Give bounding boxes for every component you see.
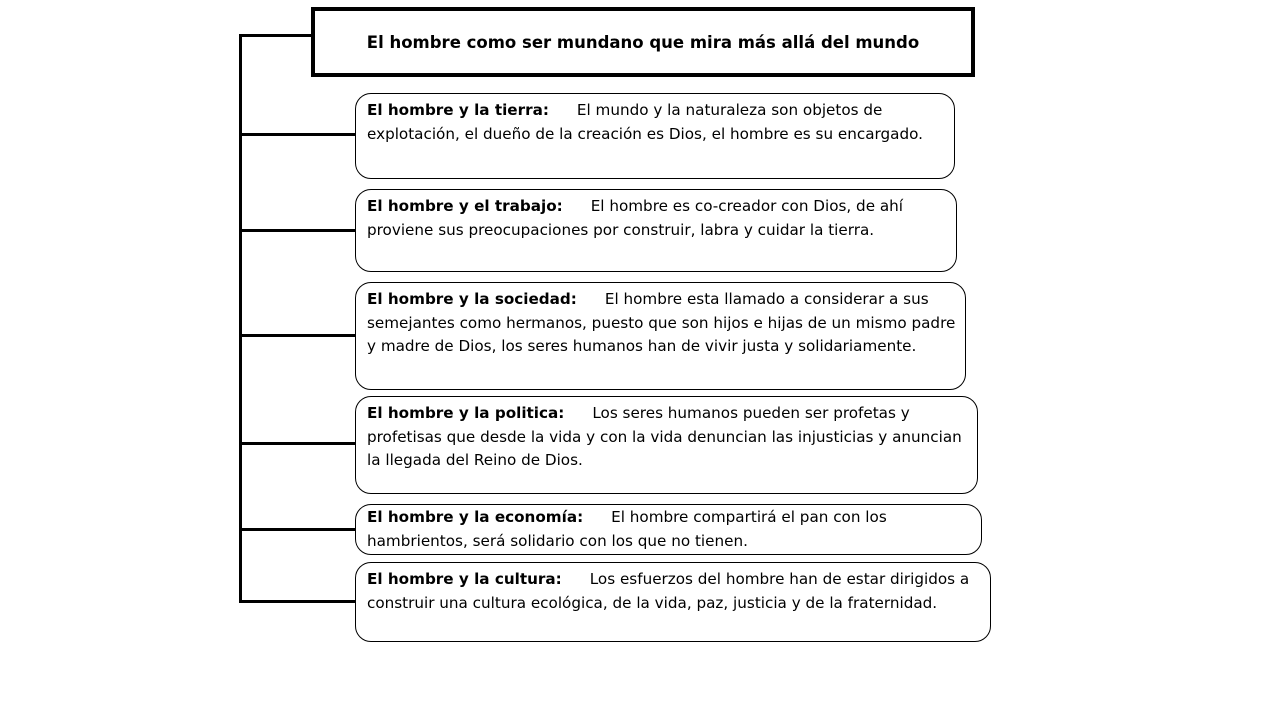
card-text: El mundo y la naturaleza son objetos de explotación, el dueño de la creación es Dios, el hombre es su encargado.: [367, 101, 923, 143]
card-economia: [355, 504, 982, 555]
card-label: El hombre y la politica:: [367, 404, 565, 422]
connector-title: [239, 34, 313, 37]
card-cultura: [355, 562, 991, 642]
card-trabajo: [355, 189, 957, 272]
card-label: El hombre y la cultura:: [367, 570, 562, 588]
connector-politica: [239, 442, 357, 445]
card-text: Los seres humanos pueden ser profetas y profetisas que desde la vida y con la vida denuncian las injusticias y anuncian la llegada del Reino de Dios.: [367, 404, 962, 469]
connector-tierra: [239, 133, 357, 136]
connector-economia: [239, 528, 357, 531]
diagram-title: El hombre como ser mundano que mira más allá del mundo: [366, 32, 920, 52]
card-label: El hombre y la sociedad:: [367, 290, 577, 308]
card-politica: [355, 396, 978, 494]
diagram-title-box: [311, 7, 975, 77]
connector-trabajo: [239, 229, 357, 232]
diagram-spine-line: [239, 34, 242, 603]
card-text: El hombre esta llamado a considerar a sus semejantes como hermanos, puesto que son hijos e hijas de un mismo padre y madre de Dios, los seres humanos han de vivir justa y solidariamente.: [367, 290, 956, 355]
card-label: El hombre y la economía:: [367, 508, 584, 526]
connector-sociedad: [239, 334, 357, 337]
card-label: El hombre y el trabajo:: [367, 197, 563, 215]
card-text: El hombre compartirá el pan con los hambrientos, será solidario con los que no tienen.: [367, 508, 887, 550]
connector-cultura: [239, 600, 357, 603]
card-sociedad: [355, 282, 966, 390]
card-text: El hombre es co-creador con Dios, de ahí proviene sus preocupaciones por construir, labra y cuidar la tierra.: [367, 197, 904, 239]
card-label: El hombre y la tierra:: [367, 101, 549, 119]
card-text: Los esfuerzos del hombre han de estar dirigidos a construir una cultura ecológica, de la vida, paz, justicia y de la fraternidad.: [367, 570, 970, 612]
card-tierra: [355, 93, 955, 179]
